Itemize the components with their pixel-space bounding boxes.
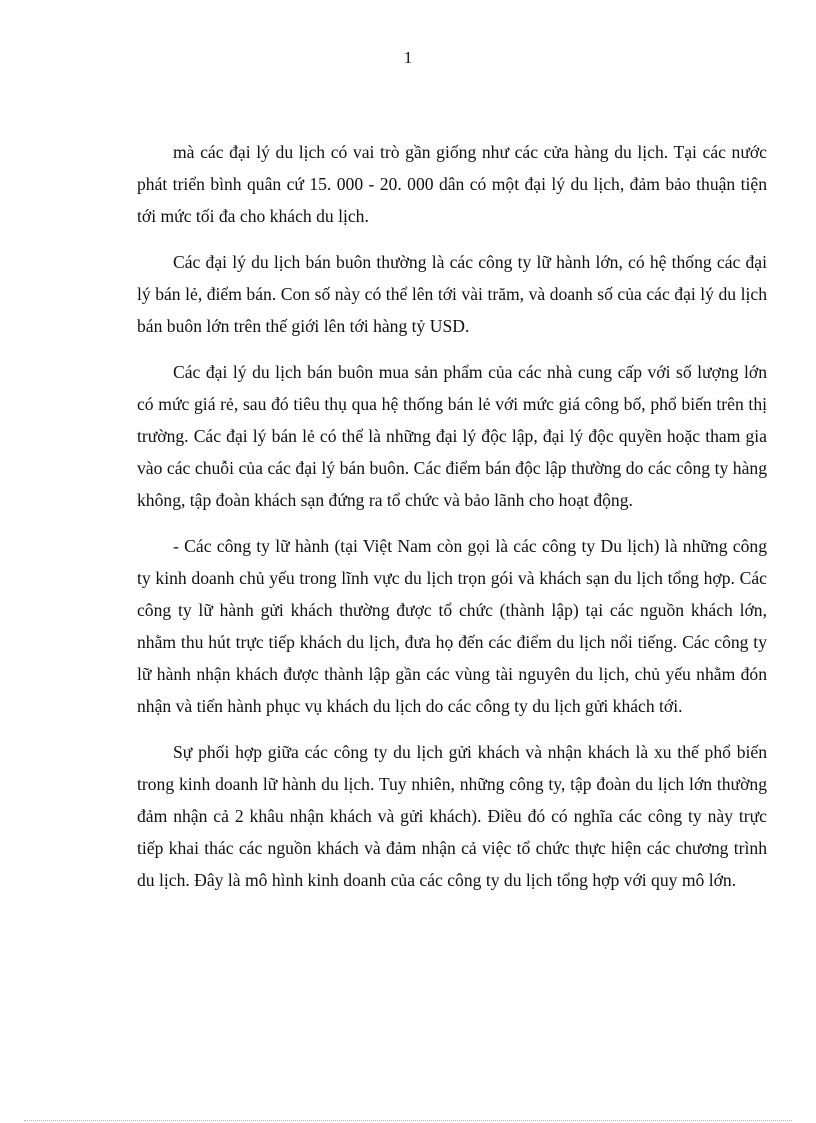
paragraph-1: mà các đại lý du lịch có vai trò gần giống như các cửa hàng du lịch. Tại các nước phát triển bình quân cứ 15. 000 - 20. 000 dân có một đại lý du lịch, đảm bảo thuận tiện tới mức tối đa cho khách du lịch. xyxy=(137,142,767,226)
body-text xyxy=(137,136,767,910)
paragraph-3: Các đại lý du lịch bán buôn mua sản phẩm của các nhà cung cấp với số lượng lớn có mức giá rẻ, sau đó tiêu thụ qua hệ thống bán lẻ với mức giá công bố, phổ biến trên thị trường. Các đại lý bán lẻ có thể là những đại lý độc lập, đại lý độc quyền hoặc tham gia vào các chuỗi của các đại lý bán buôn. Các điểm bán độc lập thường do các công ty hàng không, tập đoàn khách sạn đứng ra tổ chức và bảo lãnh cho hoạt động. xyxy=(137,362,767,510)
paragraph-4: - Các công ty lữ hành (tại Việt Nam còn gọi là các công ty Du lịch) là những công ty kinh doanh chủ yếu trong lĩnh vực du lịch trọn gói và khách sạn du lịch tổng hợp. Các công ty lữ hành gửi khách thường được tổ chức (thành lập) tại các nguồn khách lớn, nhằm thu hút trực tiếp khách du lịch, đưa họ đến các điểm du lịch nổi tiếng. Các công ty lữ hành nhận khách được thành lập gần các vùng tài nguyên du lịch, chủ yếu nhằm đón nhận và tiến hành phục vụ khách du lịch do các công ty du lịch gửi khách tới. xyxy=(137,536,767,716)
paragraph-2: Các đại lý du lịch bán buôn thường là các công ty lữ hành lớn, có hệ thống các đại lý bán lẻ, điểm bán. Con số này có thể lên tới vài trăm, và doanh số của các đại lý du lịch bán buôn lớn trên thế giới lên tới hàng tỷ USD. xyxy=(137,252,767,336)
page-bottom-border xyxy=(24,1120,792,1121)
page-number: 1 xyxy=(403,48,413,67)
paragraph-5: Sự phối hợp giữa các công ty du lịch gửi khách và nhận khách là xu thế phổ biến trong kinh doanh lữ hành du lịch. Tuy nhiên, những công ty, tập đoàn du lịch lớn thường đảm nhận cả 2 khâu nhận khách và gửi khách). Điều đó có nghĩa các công ty này trực tiếp khai thác các nguồn khách và đảm nhận cả việc tổ chức thực hiện các chương trình du lịch. Đây là mô hình kinh doanh của các công ty du lịch tổng hợp với quy mô lớn. xyxy=(137,742,767,890)
